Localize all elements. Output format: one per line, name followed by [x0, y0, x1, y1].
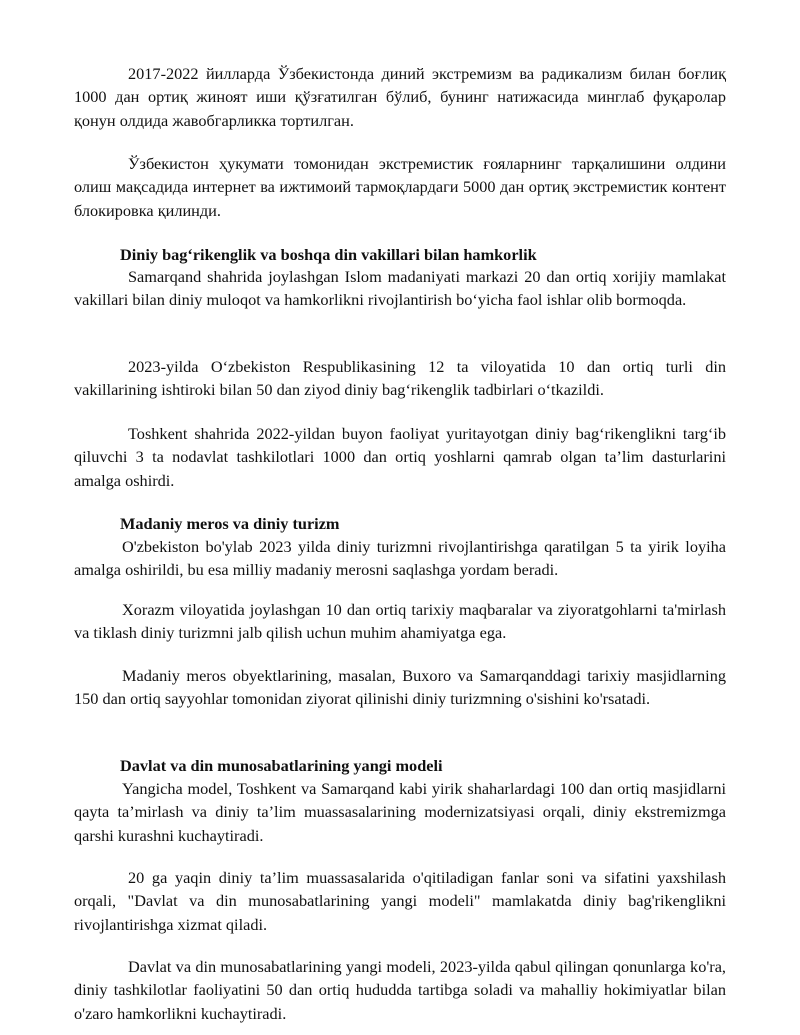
paragraph-extremism-cases: 2017-2022 йилларда Ўзбекистонда диний экстремизм ва радикализм билан боғлиқ 1000 дан ортиқ жиноят иши қўзғатилган бўлиб, бунинг натижасида минглаб фуқаролар қонун олдида жавобгарликка тортилган.: [74, 64, 726, 130]
section-heading-heritage: Madaniy meros va diniy turizm: [120, 514, 340, 533]
paragraph-new-laws: Davlat va din munosabatlarining yangi modeli, 2023-yilda qabul qilingan qonunlarga ko'ra, diniy tashkilotlar faoliyatini 50 dan ortiq hududda tartibga soladi va mahalliy hokimiyatlar bilan o'zaro hamkorlikni kuchaytiradi.: [74, 957, 726, 1023]
paragraph-tourism-projects: O'zbekiston bo'ylab 2023 yilda diniy turizmni rivojlantirishga qaratilgan 5 ta yirik loyiha amalga oshirildi, bu esa milliy madaniy merosni saqlashga yordam beradi.: [74, 537, 726, 580]
section-heading-tolerance: Diniy bag‘rikenglik va boshqa din vakillari bilan hamkorlik: [120, 245, 537, 264]
paragraph-khorezm-restoration: Xorazm viloyatida joylashgan 10 dan ortiq tarixiy maqbaralar va ziyoratgohlarni ta'mirlash va tiklash diniy turizmni jalb qilish uchun muhim ahamiyatga ega.: [74, 600, 726, 643]
paragraph-heritage-visits: Madaniy meros obyektlarining, masalan, Buxoro va Samarqanddagi tarixiy masjidlarning 150 dan ortiq sayyohlar tomonidan ziyorat qilinishi diniy turizmning o'sishini ko'rsatadi.: [74, 666, 726, 709]
paragraph-ngo-programs: Toshkent shahrida 2022-yildan buyon faoliyat yuritayotgan diniy bag‘rikenglikni targ‘ib qiluvchi 3 ta nodavlat tashkilotlari 1000 dan ortiq yoshlarni qamrab olgan ta’lim dasturlarini amalga oshirdi.: [74, 424, 726, 490]
paragraph-tolerance-events: 2023-yilda O‘zbekiston Respublikasining 12 ta viloyatida 10 dan ortiq turli din vakillarining ishtiroki bilan 50 dan ziyod diniy bag‘rikenglik tadbirlari o‘tkazildi.: [74, 357, 726, 400]
paragraph-education-quality: 20 ga yaqin diniy ta’lim muassasalarida o'qitiladigan fanlar soni va sifatini yaxshilash orqali, "Davlat va din munosabatlarining yangi modeli" mamlakatda diniy bag'rikenglikni rivojlantirishga xizmat qiladi.: [74, 868, 726, 934]
section-heading-new-model: Davlat va din munosabatlarining yangi modeli: [120, 756, 443, 775]
paragraph-content-blocking: Ўзбекистон ҳукумати томонидан экстремистик ғояларнинг тарқалишини олдини олиш мақсадида интернет ва ижтимоий тармоқлардаги 5000 дан ортиқ экстремистик контент блокировка қилинди.: [74, 154, 726, 220]
paragraph-islamic-center: Samarqand shahrida joylashgan Islom madaniyati markazi 20 dan ortiq xorijiy mamlakat vakillari bilan diniy muloqot va hamkorlikni rivojlantirish bo‘yicha faol ishlar olib bormoqda.: [74, 267, 726, 310]
paragraph-mosque-renovation: Yangicha model, Toshkent va Samarqand kabi yirik shaharlardagi 100 dan ortiq masjidlarni qayta ta’mirlash va diniy ta’lim muassasalarining modernizatsiyasi orqali, diniy ekstremizmga qarshi kurashni kuchaytiradi.: [74, 779, 726, 845]
